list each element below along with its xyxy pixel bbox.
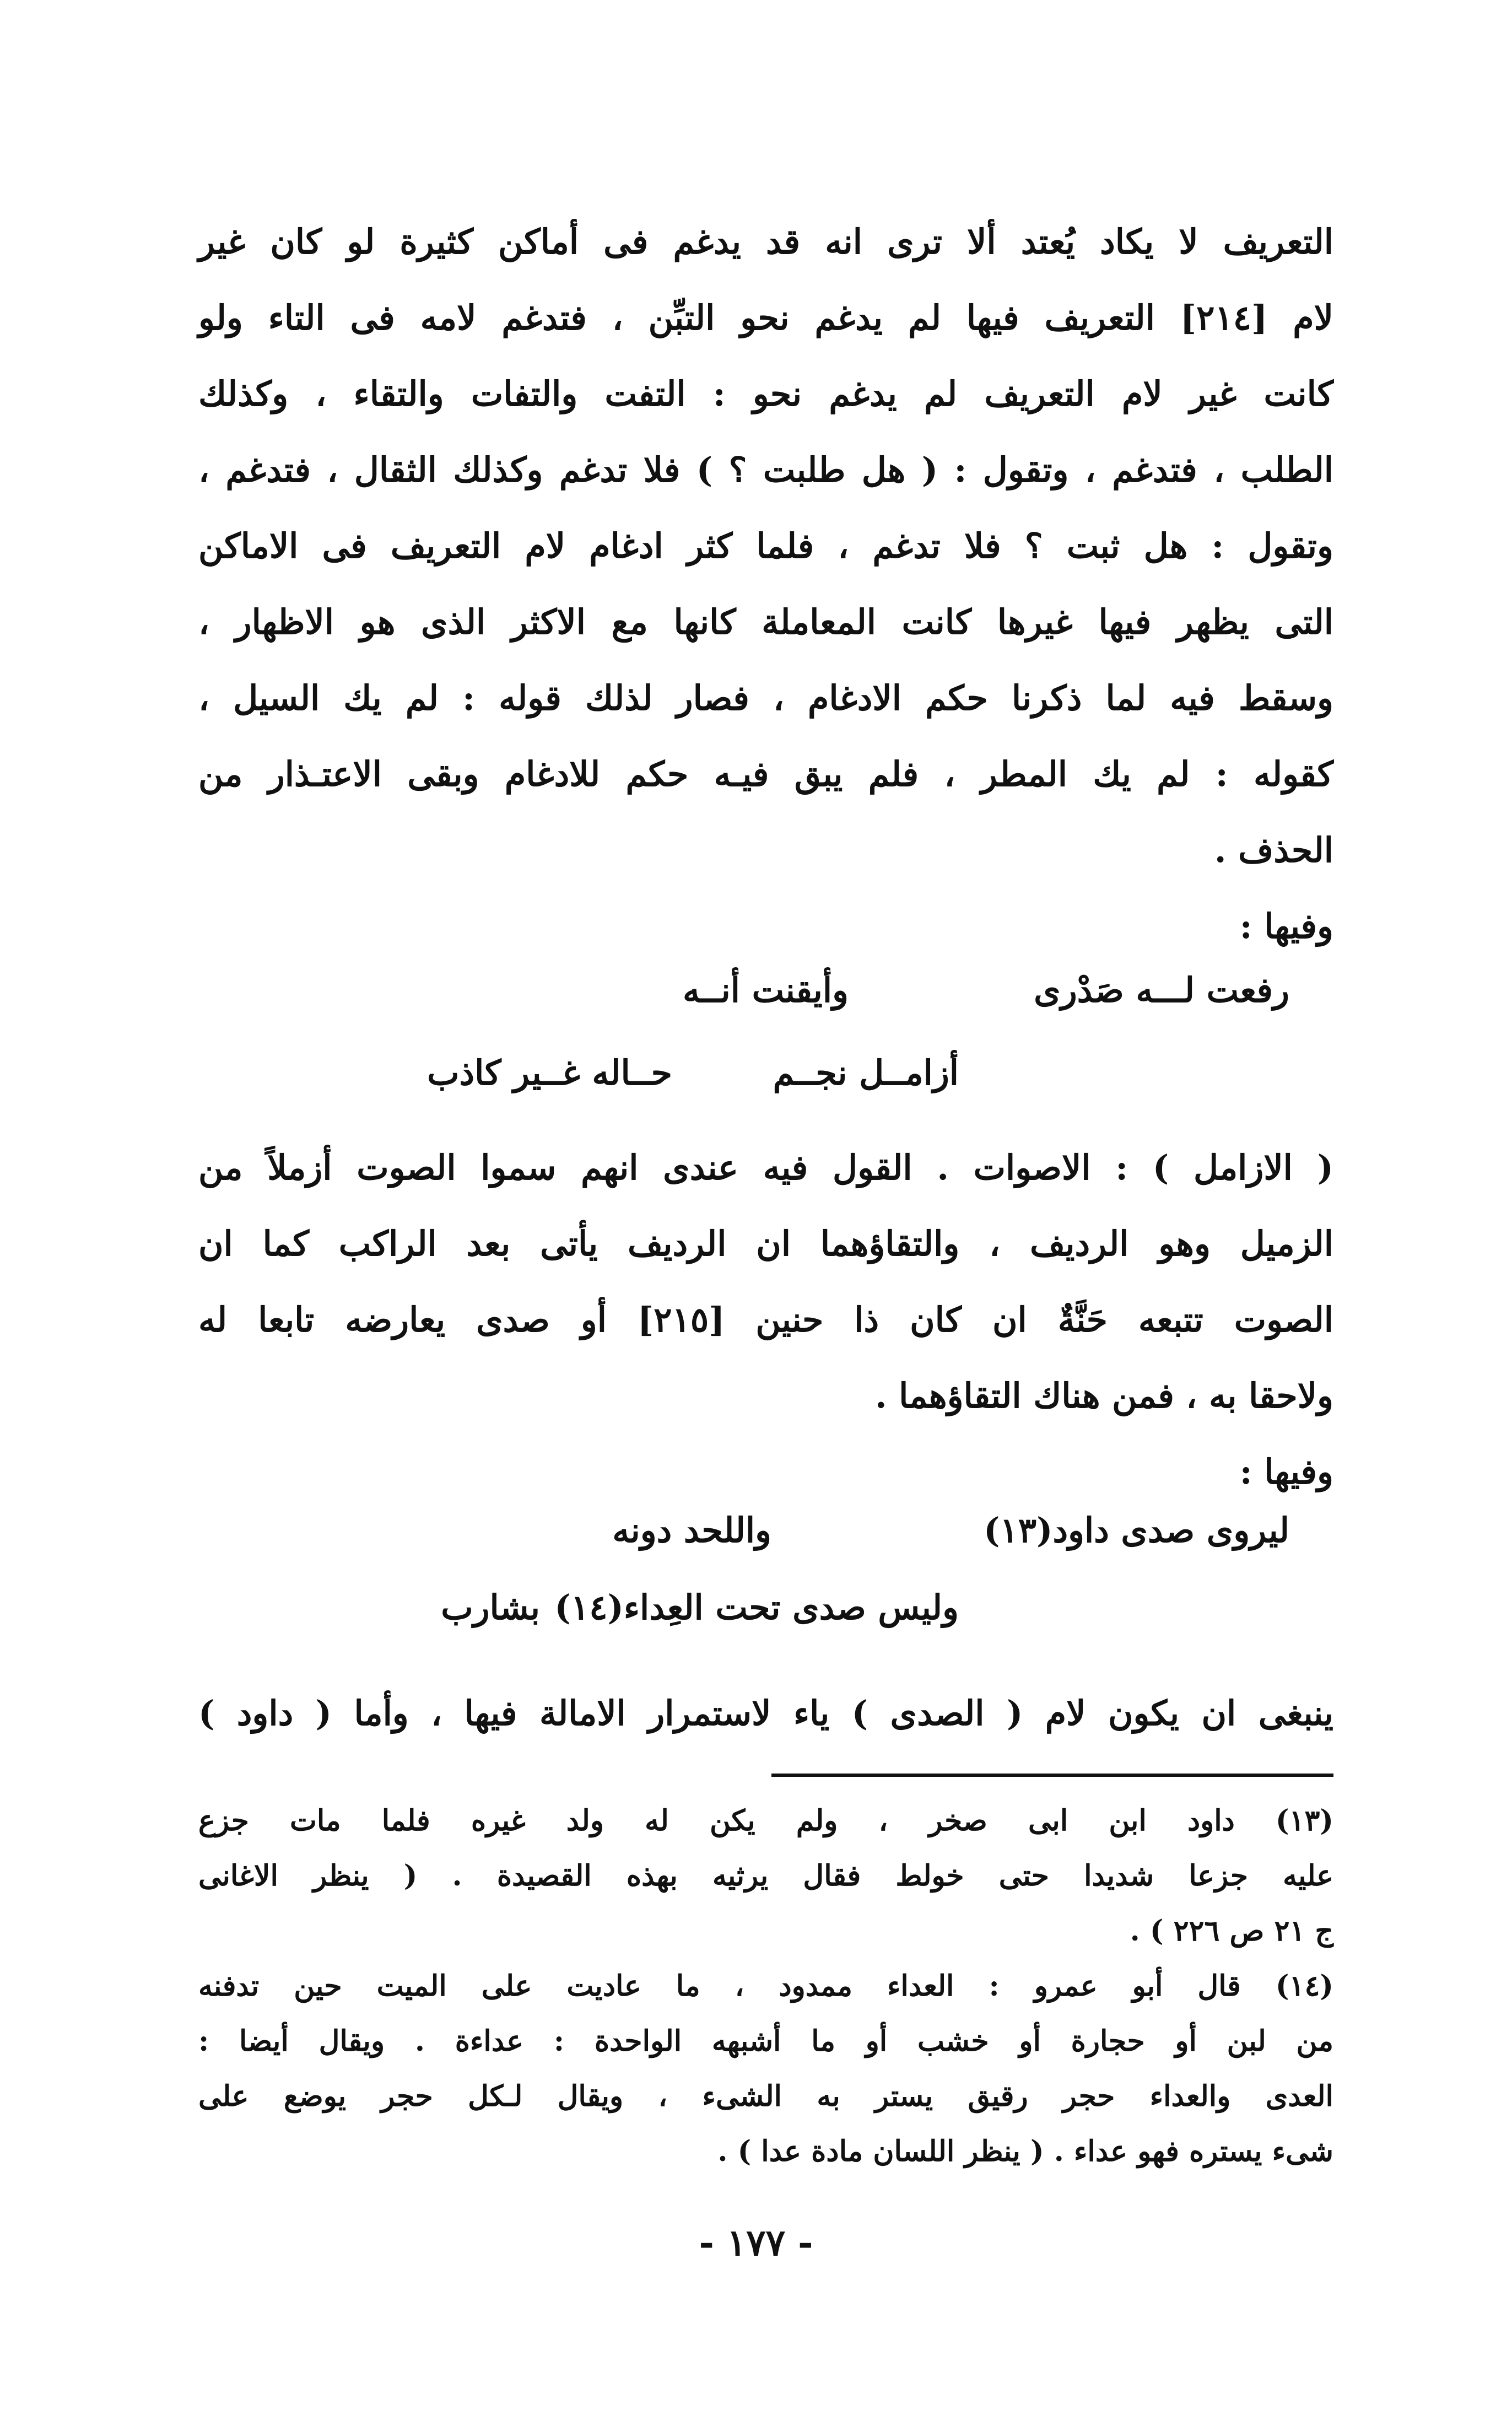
footnote-line: العدى والعداء حجر رقيق يستر به الشىء ، ويقال لـكل حجر يوضع على [198,2079,1333,2113]
text-line: كقوله : لم يك المطر ، فلم يبق فيـه حكم للادغام وبقى الاعتـذار من [198,754,1333,794]
hemistich: واللحد دونه [612,1510,771,1550]
text-line: الصوت تتبعه حَنَّةٌ ان كان ذا حنين [٢١٥] أو صدى يعارضه تابعا له [198,1300,1333,1340]
text-line: كانت غير لام التعريف لم يدغم نحو : التفت والتفات والتقاء ، وكذلك [198,374,1333,414]
text-line: وتقول : هل ثبت ؟ فلا تدغم ، فلما كثر ادغام لام التعريف فى الاماكن [198,526,1333,566]
text-line: التعريف لا يكاد يُعتد ألا ترى انه قد يدغم فى أماكن كثيرة لو كان غير [198,222,1333,262]
page-body [198,204,1333,2179]
footnote-line: (١٤) قال أبو عمرو : العداء ممدود ، ما عاديت على الميت حين تدفنه [198,1969,1333,2003]
hemistich: وأيقنت أنــه [682,970,849,1010]
footnote-line: (١٣) داود ابن ابى صخر ، ولم يكن له ولد غيره فلما مات جزع [198,1804,1333,1837]
section-label: وفيها : [1239,1452,1333,1492]
footnote-separator [771,1774,1333,1777]
footnote-line: ج ٢١ ص ٢٢٦ ) . [1130,1914,1333,1948]
text-line: ينبغى ان يكون لام ( الصدى ) ياء لاستمرار الامالة فيها ، وأما ( داود ) [198,1693,1333,1733]
footnote-line: من لبن أو حجارة أو خشب أو ما أشبهه الواحدة : عداءة . ويقال أيضا : [198,2024,1333,2058]
hemistich: بشارب [441,1587,540,1627]
verse-line [198,1587,1333,1675]
text-line: ( الازامل ) : الاصوات . القول فيه عندى انهم سموا الصوت أزملاً من [198,1147,1333,1188]
paragraph-3 [198,1675,1333,1751]
text-line: الطلب ، فتدغم ، وتقول : ( هل طلبت ؟ ) فلا تدغم وكذلك الثقال ، فتدغم ، [198,450,1333,490]
hemistich: رفعت لـــه صَدْرى [1034,970,1289,1010]
footnotes [198,1793,1333,2179]
text-line: الزميل وهو الرديف ، والتقاؤهما ان الرديف يأتى بعد الراكب كما ان [198,1223,1333,1264]
text-line: الحذف . [1214,830,1333,870]
text-line: وسقط فيه لما ذكرنا حكم الادغام ، فصار لذلك قوله : لم يك السيل ، [198,678,1333,718]
verse-line [198,1047,1333,1130]
verse-line [198,1510,1333,1593]
text-line: ولاحقا به ، فمن هناك التقاؤهما . [874,1376,1333,1416]
hemistich: وليس صدى تحت العِداء(١٤) [554,1587,959,1627]
hemistich: حــاله غــير كاذب [427,1053,672,1093]
hemistich: ليروى صدى داود(١٣) [984,1510,1289,1550]
verse-line [198,964,1333,1047]
text-line: لام [٢١٤] التعريف فيها لم يدغم نحو التبِّن ، فتدغم لامه فى التاء ولو [198,298,1334,338]
footnote-line: عليه جزعا شديدا حتى خولط فقال يرثيه بهذه القصيدة . ( ينظر الاغانى [198,1859,1333,1893]
paragraph-2 [198,1130,1333,1434]
page-number: - ١٧٧ - [699,2221,813,2264]
hemistich: أزامــل نجــم [773,1053,959,1093]
section-label: وفيها : [1239,906,1333,946]
text-line: التى يظهر فيها غيرها كانت المعاملة كانها مع الاكثر الذى هو الاظهار ، [198,602,1333,642]
footnote-line: شىء يستره فهو عداء . ( ينظر اللسان مادة عدا ) . [717,2134,1333,2168]
paragraph-1 [198,204,1333,888]
